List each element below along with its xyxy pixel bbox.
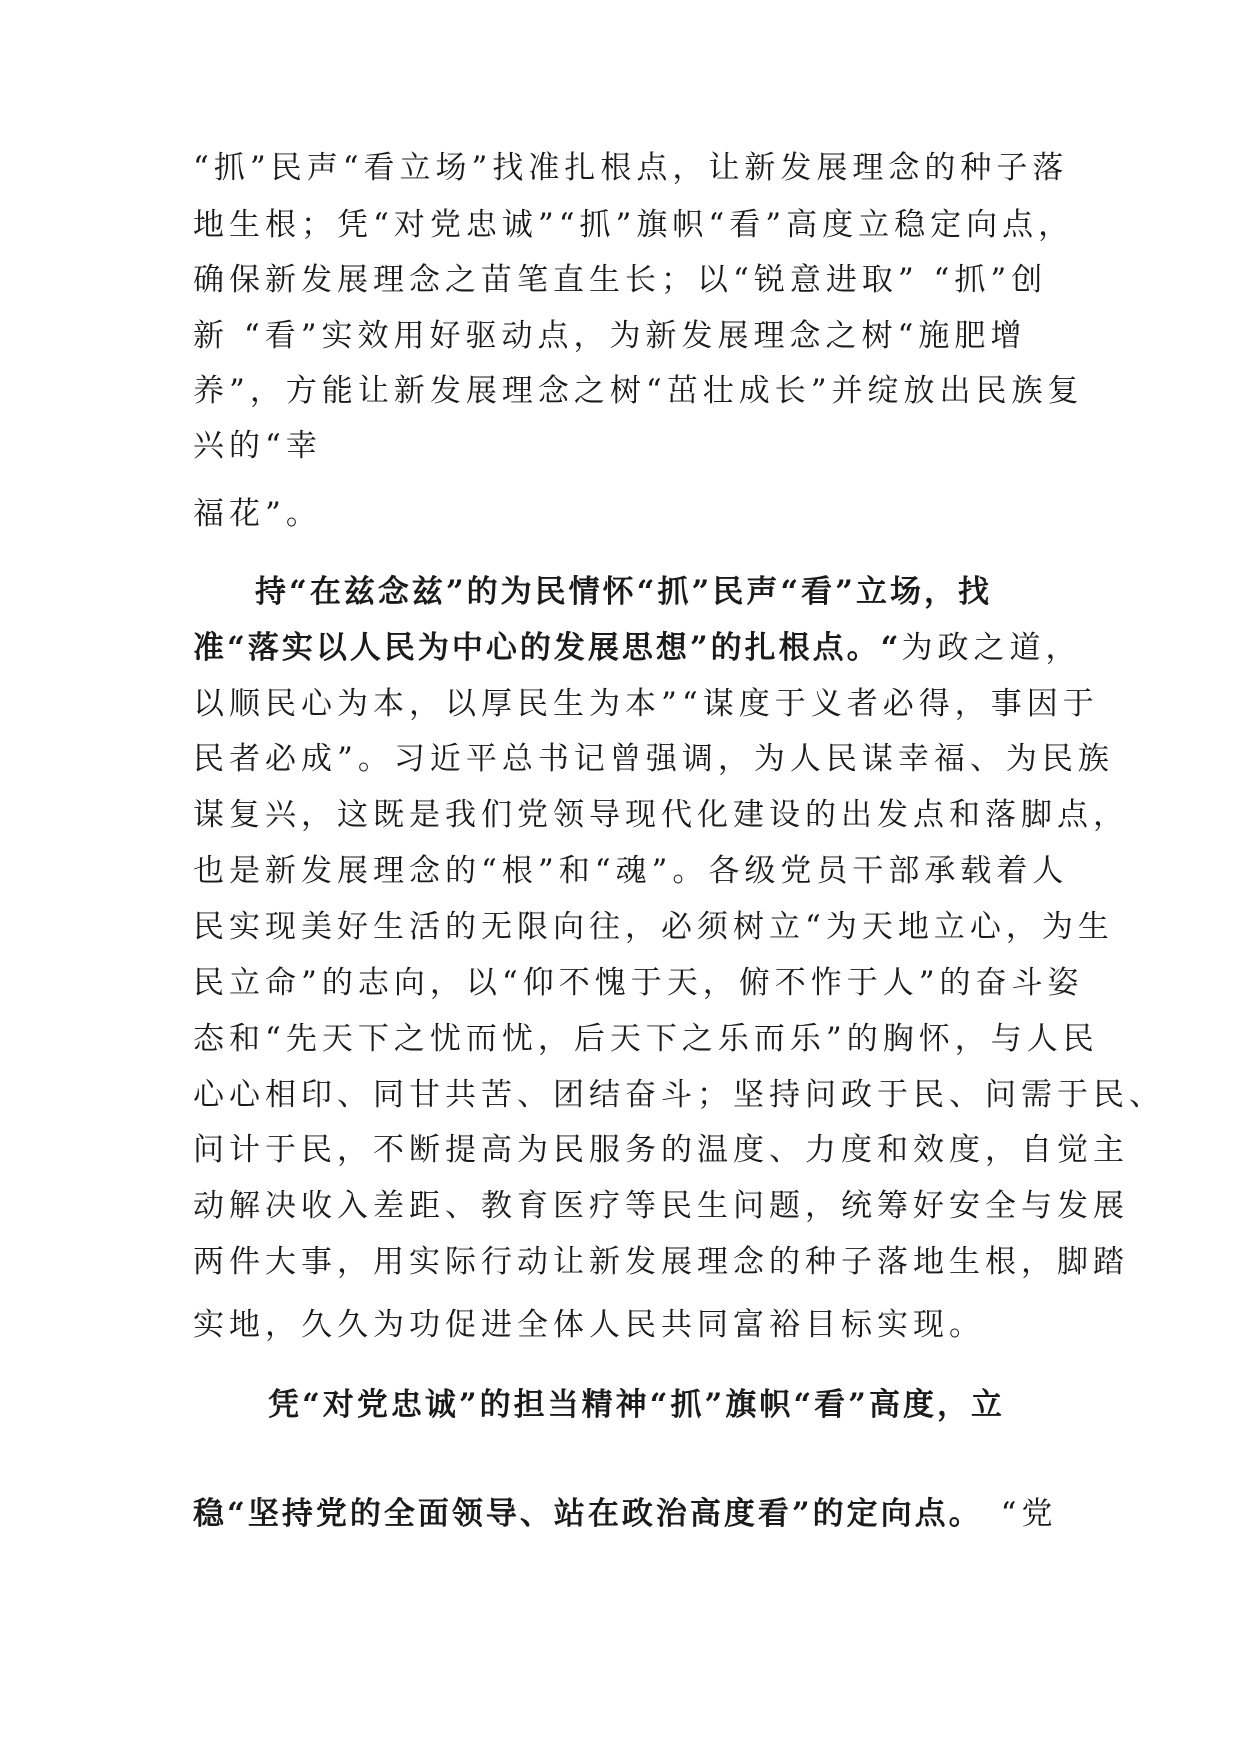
- text-line: 实地，久久为功促进全体人民共同富裕目标实现。: [193, 1307, 985, 1343]
- paragraph-heading: 持“在兹念兹”的为民情怀“抓”民声“看”立场，找: [255, 574, 992, 610]
- paragraph-heading-continued: [193, 628, 1082, 668]
- text-line: 动解决收入差距、教育医疗等民生问题，统筹好安全与发展: [193, 1188, 1129, 1224]
- heading-bold-text: 稳“坚持党的全面领导、站在政治高度看”的定向点。: [193, 1496, 983, 1532]
- text-line: 民者必成”。习近平总书记曾强调，为人民谋幸福、为民族: [193, 741, 1114, 777]
- body-text: “党: [1000, 1496, 1058, 1532]
- text-line: 心心相印、同甘共苦、团结奋斗；坚持问政于民、问需于民、: [193, 1077, 1165, 1113]
- text-line: 也是新发展理念的“根”和“魂”。各级党员干部承载着人: [193, 853, 1069, 889]
- paragraph-heading: 凭“对党忠诚”的担当精神“抓”旗帜“看”高度，立: [268, 1387, 1005, 1423]
- body-text: 为政之道，: [901, 630, 1082, 666]
- text-line: 地生根；凭“对党忠诚”“抓”旗帜“看”高度立稳定向点，: [193, 207, 1075, 243]
- text-line: 问计于民，不断提高为民服务的温度、力度和效度，自觉主: [193, 1132, 1129, 1168]
- text-line: 谋复兴，这既是我们党领导现代化建设的出发点和落脚点，: [193, 797, 1129, 833]
- text-line: 态和“先天下之忧而忧，后天下之乐而乐”的胸怀，与人民: [193, 1021, 1099, 1057]
- paragraph-heading-continued: [193, 1494, 1058, 1534]
- text-line: 民实现美好生活的无限向往，必须树立“为天地立心，为生: [193, 909, 1114, 945]
- text-line: 福花”。: [193, 496, 322, 532]
- text-line: 新 “看”实效用好驱动点，为新发展理念之树“施肥增: [193, 318, 1027, 354]
- text-line: “抓”民声“看立场”找准扎根点，让新发展理念的种子落: [193, 150, 1069, 186]
- text-line: 两件大事，用实际行动让新发展理念的种子落地生根，脚踏: [193, 1244, 1129, 1280]
- heading-bold-text: 准“落实以人民为中心的发展思想”的扎根点。“: [193, 630, 902, 666]
- text-line: 养”，方能让新发展理念之树“茁壮成长”并绽放出民族复: [193, 373, 1084, 409]
- text-line: 以顺民心为本，以厚民生为本”“谋度于义者必得，事因于: [193, 686, 1099, 722]
- text-line: 确保新发展理念之苗笔直生长；以“锐意进取” “抓”创: [193, 262, 1048, 298]
- text-line: 兴的“幸: [193, 428, 322, 464]
- text-line: 民立命”的志向，以“仰不愧于天，俯不怍于人”的奋斗姿: [193, 965, 1084, 1001]
